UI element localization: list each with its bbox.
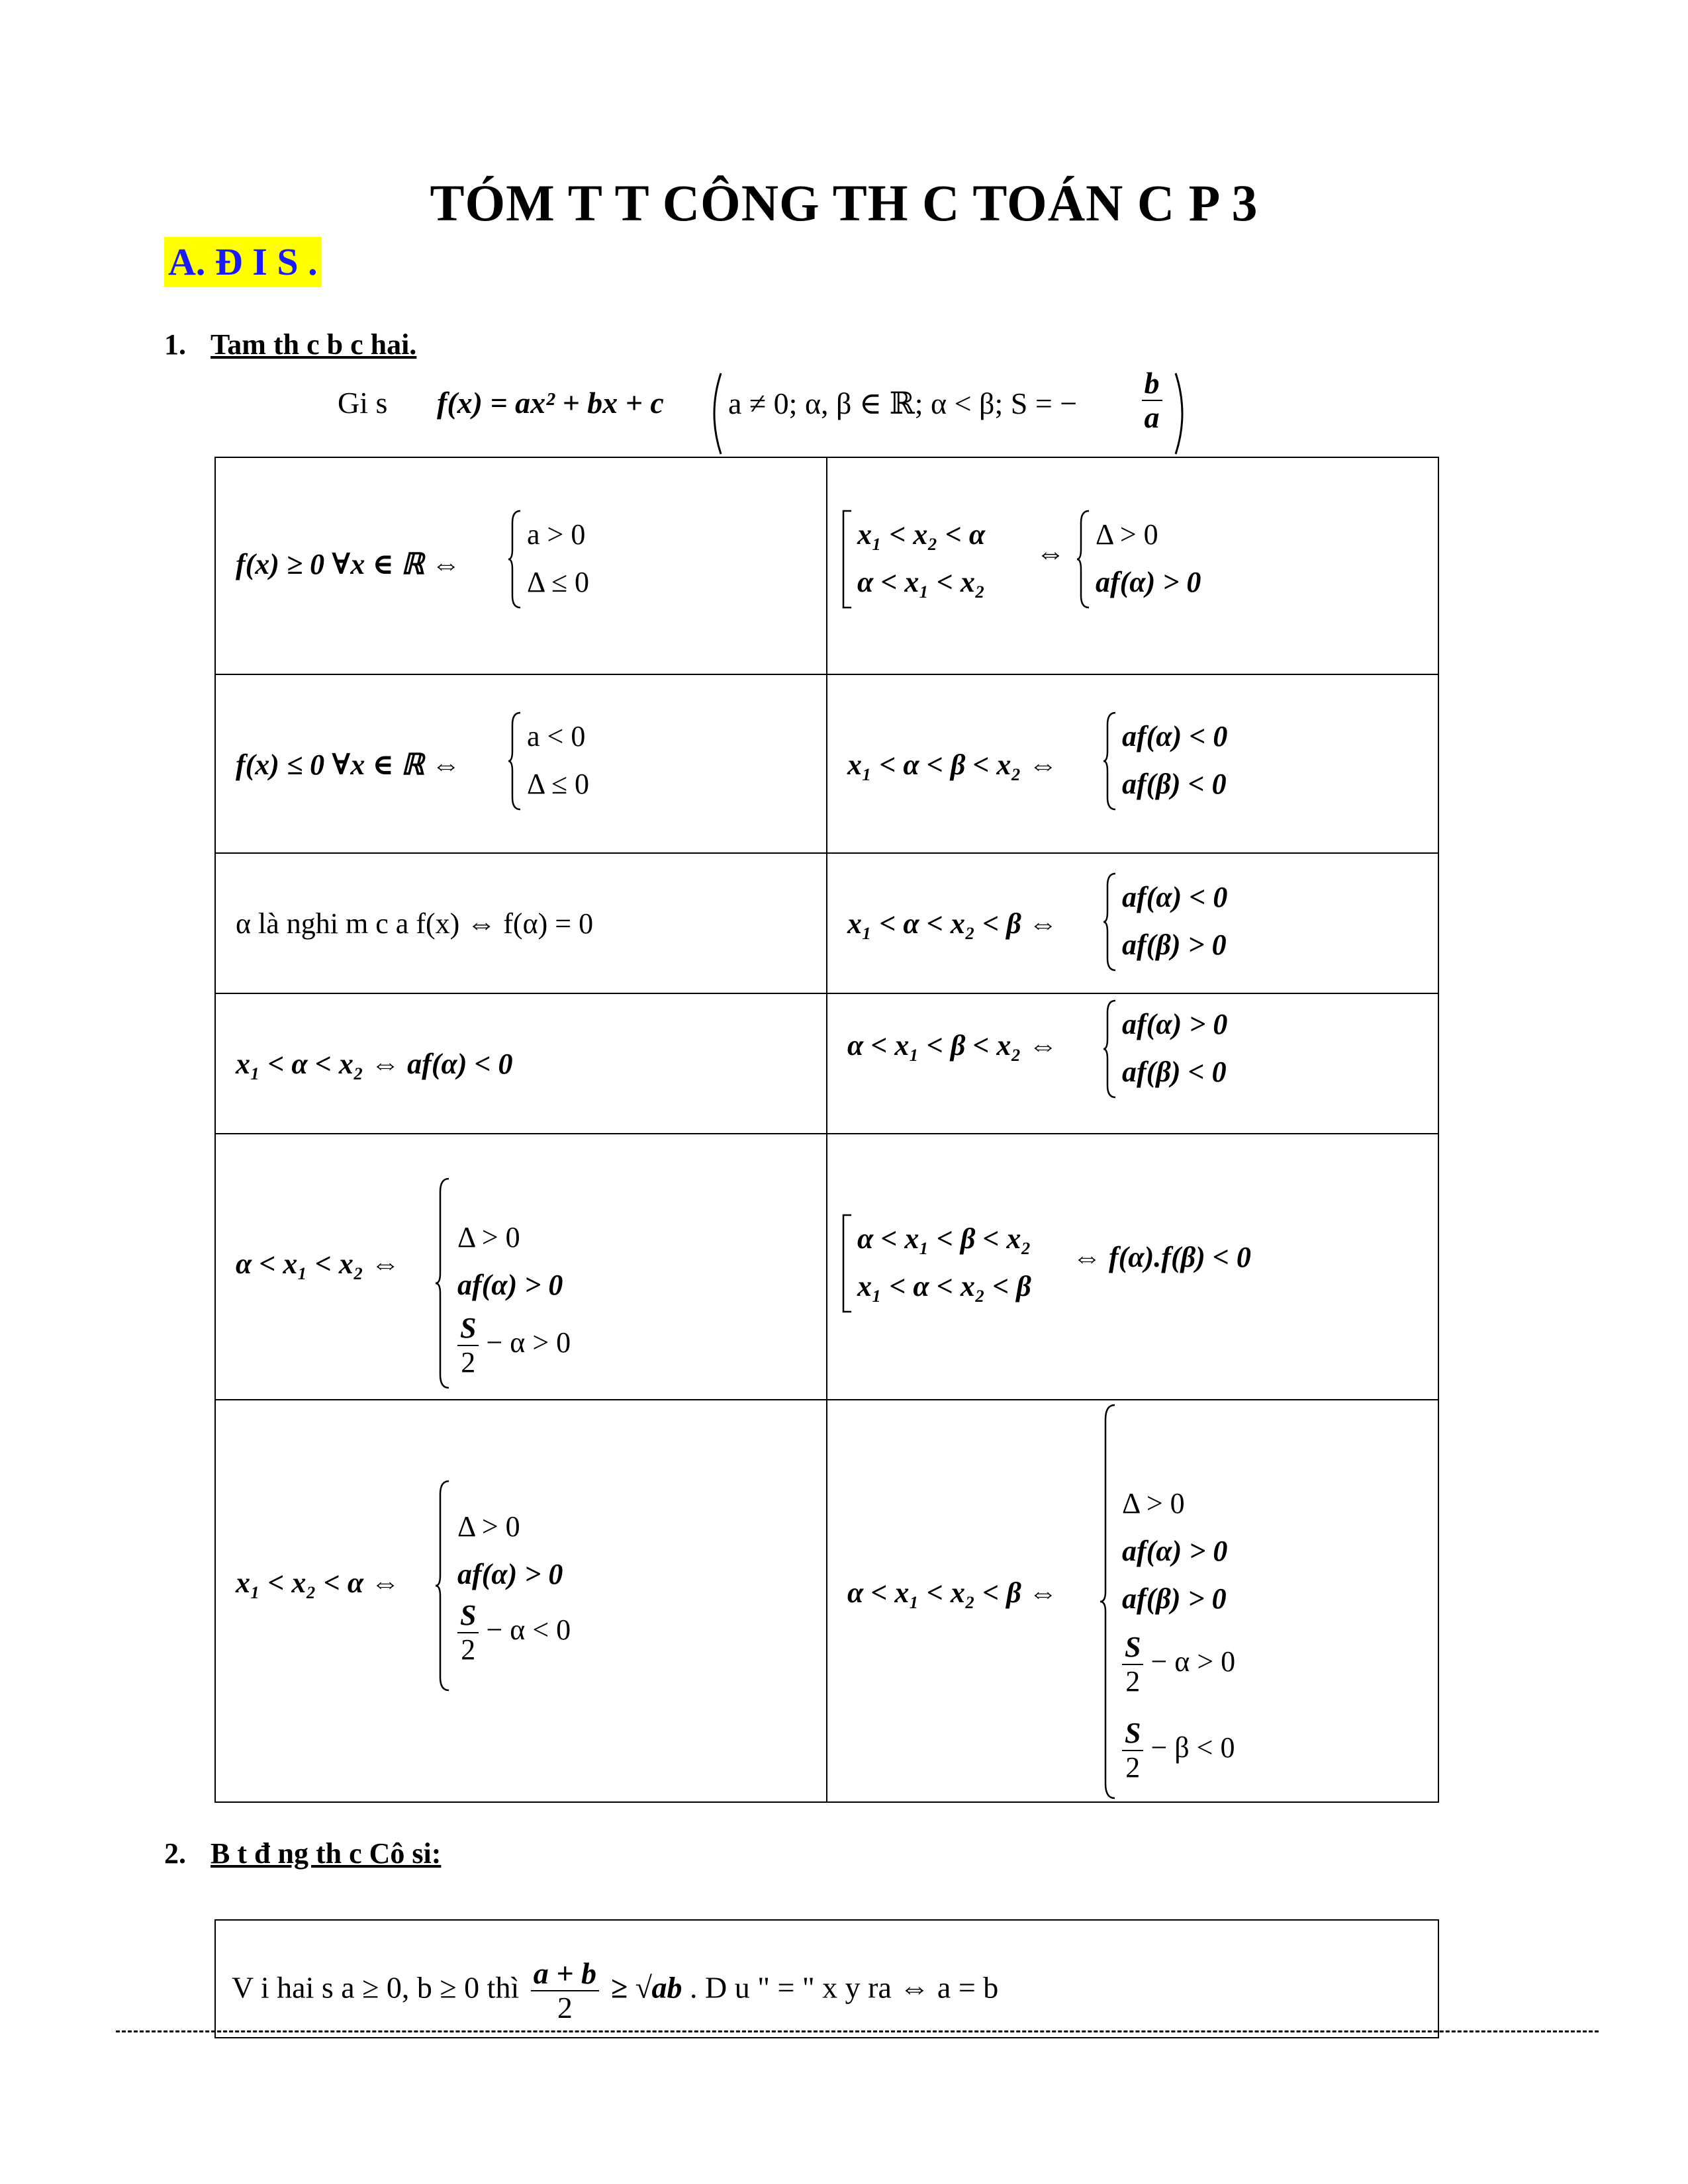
equiv-symbol: ⇔ <box>1036 537 1065 569</box>
system-line: af(α) > 0 <box>457 1269 563 1301</box>
cell-text: x₁ < α < x₂ ⇔ af(α) < 0 <box>236 1048 513 1080</box>
cell-lhs: α < x₁ < x₂ ⇔ <box>236 1248 400 1280</box>
table-cell <box>827 993 1438 1134</box>
table-cell <box>215 1134 827 1400</box>
system-line: af(β) < 0 <box>1122 1056 1227 1088</box>
system-line: Δ > 0 <box>457 1510 520 1543</box>
cauchy-statement <box>232 1957 998 2025</box>
system-brace <box>434 1177 451 1389</box>
frac-num: S <box>1122 1717 1143 1751</box>
system-line: af(α) > 0 <box>457 1558 563 1590</box>
table-cell <box>215 457 827 674</box>
cell-lhs: x₁ < α < β < x₂ ⇔ <box>847 749 1058 781</box>
cell-lhs: α < x₁ < β < x₂ ⇔ <box>847 1029 1058 1062</box>
subheading-1 <box>164 328 416 361</box>
system-brace <box>1102 999 1118 1099</box>
frac-den: 2 <box>461 1346 476 1379</box>
subheading-number: 2. <box>164 1837 186 1870</box>
subheading-number: 1. <box>164 328 186 361</box>
bracket-line: x₁ < x₂ < α <box>857 518 986 551</box>
system-brace <box>1099 1404 1117 1799</box>
cell-lhs: α < x₁ < x₂ < β ⇔ <box>847 1576 1058 1609</box>
given-frac-den: a <box>1144 400 1160 434</box>
system-line: af(α) < 0 <box>1122 881 1228 913</box>
frac-tail: − α > 0 <box>1150 1645 1236 1678</box>
system-line: af(α) > 0 <box>1122 1535 1228 1567</box>
cell-lhs: x₁ < α < x₂ < β ⇔ <box>847 907 1058 940</box>
frac-num: S <box>457 1599 479 1633</box>
cauchy-ineq: ≥ √ab <box>610 1970 682 2005</box>
system-line: af(α) > 0 <box>1122 1008 1228 1040</box>
cell-text: α là nghi m c a f(x) ⇔ f(α) = 0 <box>236 907 594 940</box>
given-conditions: a ≠ 0; α, β ∈ ℝ; α < β; S = − <box>728 387 1078 420</box>
frac-den: 2 <box>461 1633 476 1666</box>
cell-lhs: f(x) ≤ 0 ∀x ∈ ℝ ⇔ <box>236 749 461 781</box>
system-line: af(β) > 0 <box>1122 929 1227 961</box>
system-line: a > 0 <box>527 518 586 551</box>
system-line: Δ > 0 <box>1096 518 1158 551</box>
table-cell <box>215 1400 827 1802</box>
system-line: af(β) > 0 <box>1122 1582 1227 1615</box>
bracket-tail: ⇔ f(α).f(β) < 0 <box>1072 1241 1251 1273</box>
system-line: Δ ≤ 0 <box>527 566 590 598</box>
given-prefix: Gi s <box>338 386 388 420</box>
table-row <box>215 853 1438 993</box>
system-brace <box>434 1480 451 1692</box>
table-cell <box>827 1134 1438 1400</box>
frac-num: S <box>1122 1631 1143 1665</box>
table-cell <box>827 853 1438 993</box>
table-row <box>215 1134 1438 1400</box>
table-row <box>215 674 1438 853</box>
system-line: af(α) > 0 <box>1096 566 1201 598</box>
table-cell <box>827 1400 1438 1802</box>
left-paren <box>705 371 725 457</box>
given-formula: f(x) = ax² + bx + c <box>437 386 664 420</box>
system-brace <box>1102 872 1118 972</box>
given-frac-num: b <box>1142 367 1162 401</box>
frac-tail: − α > 0 <box>486 1326 571 1359</box>
right-paren <box>1172 371 1192 457</box>
system-line: Δ > 0 <box>1122 1487 1185 1520</box>
system-line: af(β) < 0 <box>1122 768 1227 800</box>
frac-num: S <box>457 1312 479 1346</box>
table-row <box>215 457 1438 674</box>
bracket-line: α < x₁ < x₂ <box>857 566 986 598</box>
system-brace <box>507 711 523 811</box>
cell-lhs: x₁ < x₂ < α ⇔ <box>236 1567 400 1599</box>
system-line: a < 0 <box>527 720 586 752</box>
system-line: af(α) < 0 <box>1122 720 1228 752</box>
bracket <box>841 1214 853 1313</box>
table-cell <box>215 853 827 993</box>
table-row <box>215 1400 1438 1802</box>
page-divider <box>116 2030 1599 2032</box>
cauchy-frac-num: a + b <box>531 1957 599 1991</box>
page-title: TÓM T T CÔNG TH C TOÁN C P 3 <box>430 174 1258 232</box>
system-line: Δ > 0 <box>457 1221 520 1253</box>
cauchy-frac-den: 2 <box>557 1991 573 2025</box>
system-brace <box>1076 510 1092 609</box>
system-brace <box>507 510 523 609</box>
frac-den: 2 <box>1125 1751 1141 1784</box>
bracket-line: α < x₁ < β < x₂ <box>857 1222 1031 1255</box>
cell-lhs: f(x) ≥ 0 ∀x ∈ ℝ ⇔ <box>236 548 461 580</box>
table-cell <box>215 674 827 853</box>
table-cell <box>215 993 827 1134</box>
cauchy-prefix: V i hai s a ≥ 0, b ≥ 0 thì <box>232 1970 520 2005</box>
frac-tail: − α < 0 <box>486 1614 571 1647</box>
frac-den: 2 <box>1125 1665 1141 1698</box>
system-brace <box>1102 711 1118 811</box>
cauchy-box <box>214 1919 1439 2038</box>
section-heading-a: A. Đ I S . <box>164 237 322 287</box>
bracket-line: x₁ < α < x₂ < β <box>857 1270 1031 1302</box>
system-line: Δ ≤ 0 <box>527 768 590 800</box>
table-cell <box>827 457 1438 674</box>
table-row <box>215 993 1438 1134</box>
cauchy-suffix: . D u " = " x y ra ⇔ a = b <box>689 1970 999 2005</box>
subheading-2 <box>164 1837 441 1870</box>
subheading-label: B t đ ng th c Cô si: <box>211 1837 442 1870</box>
frac-tail: − β < 0 <box>1150 1731 1235 1764</box>
bracket <box>841 510 853 609</box>
subheading-label: Tam th c b c hai. <box>211 328 417 361</box>
quadratic-table <box>214 457 1439 1803</box>
table-cell <box>827 674 1438 853</box>
